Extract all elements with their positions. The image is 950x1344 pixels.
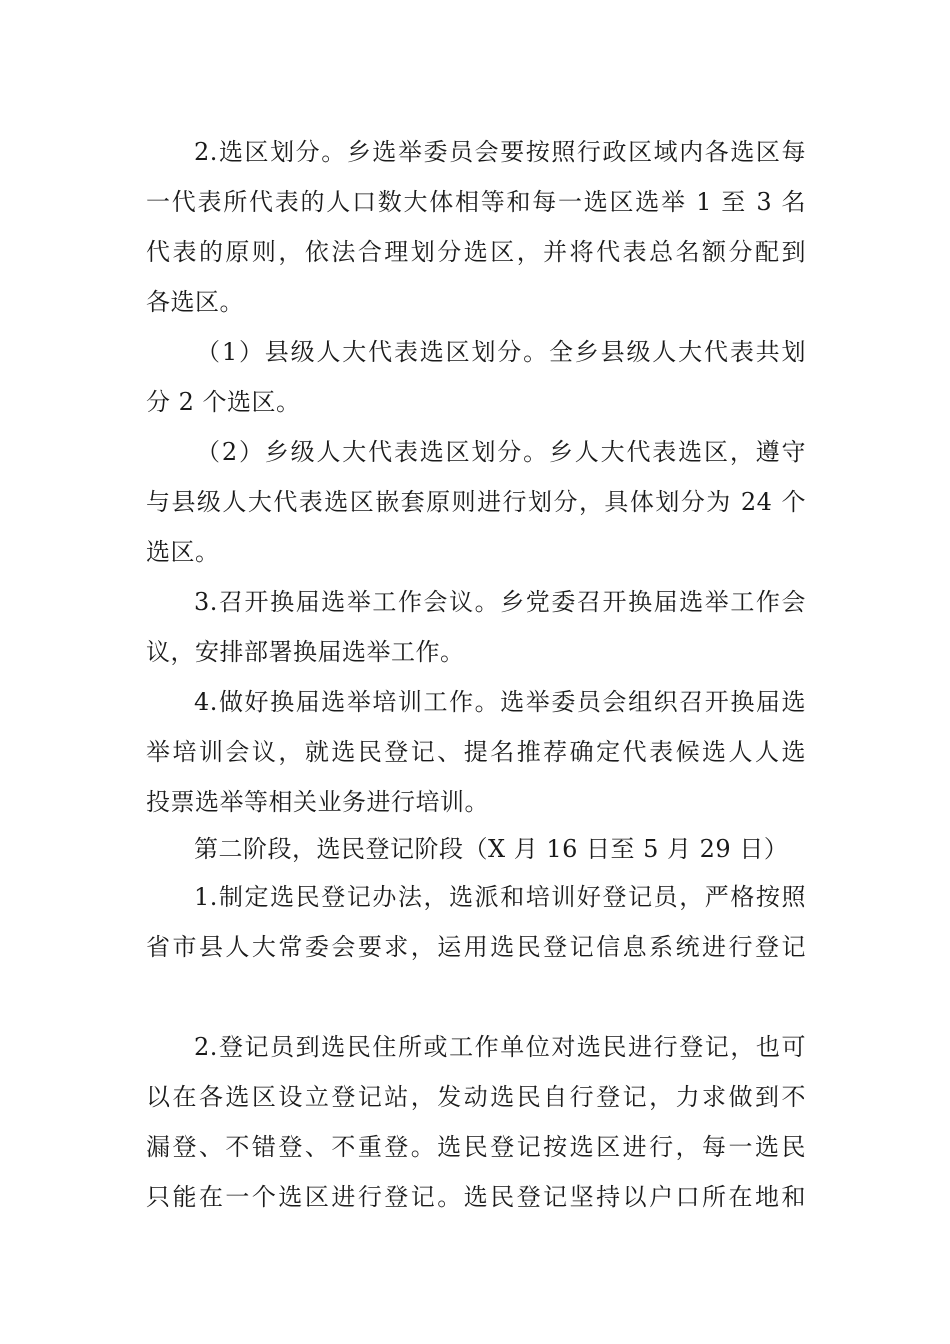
paragraph-line: 4.做好换届选举培训工作。选举委员会组织召开换届选 [194, 688, 806, 716]
paragraph-line: （2）乡级人大代表选区划分。乡人大代表选区，遵守 [196, 438, 806, 466]
paragraph-line: 1.制定选民登记办法，选派和培训好登记员，严格按照 [194, 883, 806, 911]
paragraph-line: 一代表所代表的人口数大体相等和每一选区选举 1 至 3 名 [146, 188, 806, 216]
paragraph-line: 2.选区划分。乡选举委员会要按照行政区域内各选区每 [194, 138, 806, 166]
paragraph-line: 只能在一个选区进行登记。选民登记坚持以户口所在地和 [146, 1183, 806, 1211]
paragraph-line: （1）县级人大代表选区划分。全乡县级人大代表共划 [196, 338, 806, 366]
paragraph-line: 3.召开换届选举工作会议。乡党委召开换届选举工作会 [194, 588, 806, 616]
paragraph-line: 漏登、不错登、不重登。选民登记按选区进行，每一选民 [146, 1133, 806, 1161]
paragraph-line: 以在各选区设立登记站，发动选民自行登记，力求做到不 [146, 1083, 806, 1111]
paragraph-line: 议，安排部署换届选举工作。 [146, 638, 465, 666]
paragraph-line: 各选区。 [146, 288, 244, 316]
paragraph-line: 举培训会议，就选民登记、提名推荐确定代表候选人人选 [146, 738, 806, 766]
paragraph-line: 2.登记员到选民住所或工作单位对选民进行登记，也可 [194, 1033, 806, 1061]
paragraph-line: 代表的原则，依法合理划分选区，并将代表总名额分配到 [146, 238, 806, 266]
paragraph-line: 投票选举等相关业务进行培训。 [146, 788, 489, 816]
paragraph-line: 选区。 [146, 538, 220, 566]
section-heading: 第二阶段，选民登记阶段（X 月 16 日至 5 月 29 日） [194, 835, 789, 863]
paragraph-line: 分 2 个选区。 [146, 388, 301, 416]
paragraph-line: 省市县人大常委会要求，运用选民登记信息系统进行登记 [146, 933, 806, 961]
paragraph-line: 与县级人大代表选区嵌套原则进行划分，具体划分为 24 个 [146, 488, 806, 516]
